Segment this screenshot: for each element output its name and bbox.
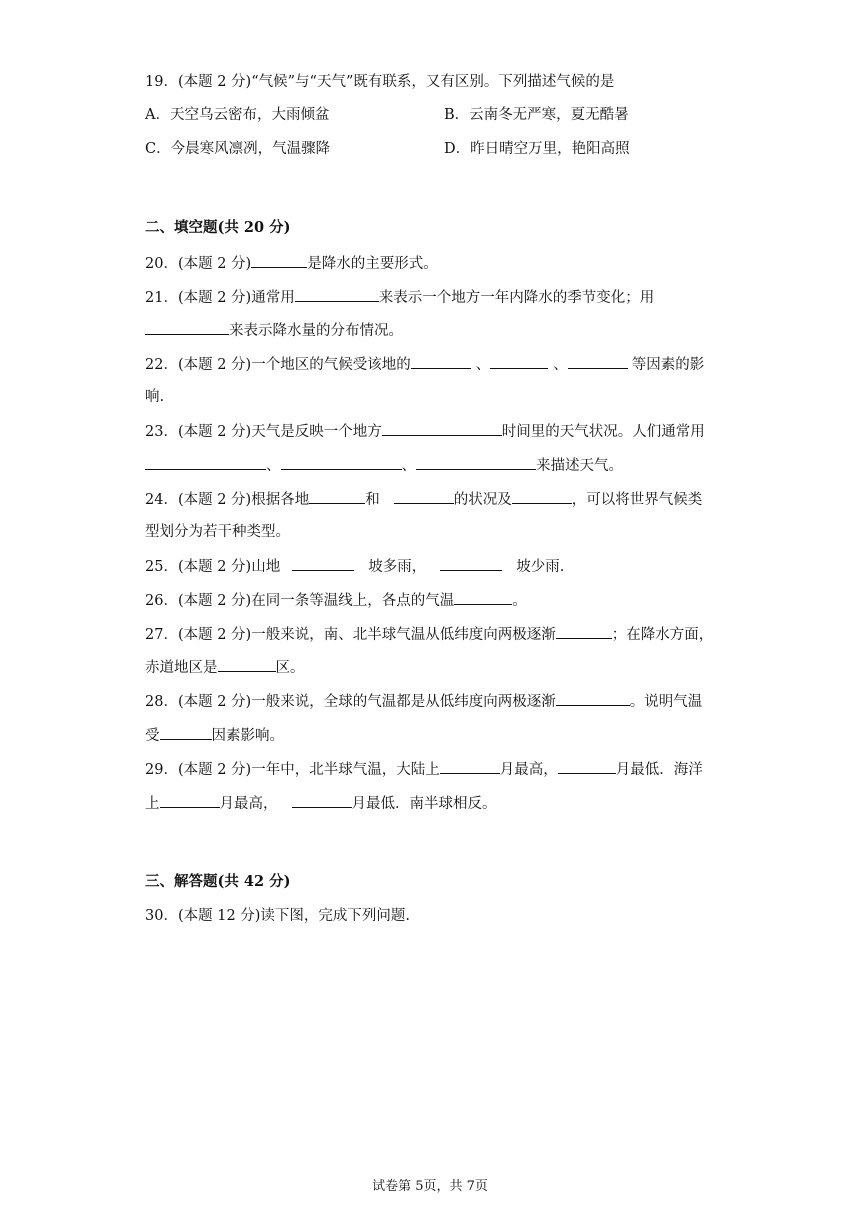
q27-text-c: 赤道地区是 (145, 660, 218, 676)
answer-blank (145, 320, 229, 335)
question-29-line-2 (145, 793, 497, 814)
question-22-line-1 (145, 354, 704, 375)
q29-text-b: 月最高， (499, 762, 558, 778)
question-27-line-1 (145, 624, 713, 645)
answer-blank (292, 793, 352, 808)
question-24-line-2: 型划分为若干种类型。 (145, 524, 290, 540)
answer-blank (218, 657, 276, 672)
q29-text-a: 29．(本题 2 分)一年中，北半球气温，大陆上 (145, 762, 440, 778)
question-29-line-1 (145, 759, 703, 780)
q22-sep-2: 、 (553, 357, 568, 373)
q29-text-e: 月最高， (219, 796, 278, 812)
section-3-title: 三、解答题(共 42 分) (145, 873, 291, 890)
q19-option-b: B．云南冬无严寒，夏无酷暑 (444, 107, 629, 123)
q22-text-a: 22．(本题 2 分)一个地区的气候受该地的 (145, 357, 411, 373)
q23-sep-2: 、 (401, 458, 416, 474)
q24-text-a: 24．(本题 2 分)根据各地 (145, 492, 310, 508)
question-21-line-2 (145, 320, 403, 341)
answer-blank (416, 455, 536, 470)
answer-blank (454, 590, 512, 605)
answer-blank (160, 725, 212, 740)
q25-text-a: 25．(本题 2 分)山地 (145, 559, 281, 575)
q24-text-c: ，可以将世界气候类 (571, 492, 703, 508)
question-27-line-2 (145, 657, 305, 678)
question-19-stem: 19．(本题 2 分)“气候”与“天气”既有联系，又有区别。下列描述气候的是 (145, 74, 615, 90)
answer-blank (558, 759, 616, 774)
answer-blank (556, 624, 612, 639)
q27-text-d: 区。 (275, 660, 305, 676)
question-28-line-2 (145, 725, 284, 746)
q29-text-f: 月最低．南半球相反。 (351, 796, 497, 812)
answer-blank (382, 421, 502, 436)
q23-sep-1: 、 (266, 458, 281, 474)
q21-text-b: 来表示一个地方一年内降水的季节变化；用 (378, 290, 655, 306)
section-2-title: 二、填空题(共 20 分) (145, 219, 291, 236)
answer-blank (440, 556, 502, 571)
question-23-line-2 (145, 455, 623, 476)
question-30: 30．(本题 12 分)读下图，完成下列问题. (145, 908, 411, 924)
answer-blank (251, 253, 307, 268)
q25-text-b: 坡多雨， (368, 559, 427, 575)
answer-blank (295, 287, 379, 302)
page-footer: 试卷第 5页，共 7页 (372, 1179, 488, 1194)
question-20 (145, 253, 438, 274)
answer-blank (145, 455, 266, 470)
question-22-line-2: 响. (145, 389, 165, 405)
q20-text-b: 是降水的主要形式。 (307, 256, 438, 272)
answer-blank (309, 489, 365, 504)
q19-option-d: D．昨日晴空万里，艳阳高照 (444, 141, 630, 157)
q24-text-b: 的状况及 (453, 492, 512, 508)
answer-blank (160, 793, 220, 808)
answer-blank (411, 354, 471, 369)
question-28-line-1 (145, 691, 702, 712)
q19-option-c: C．今晨寒风凛冽，气温骤降 (145, 141, 331, 157)
q21-text-c: 来表示降水量的分布情况。 (229, 323, 403, 339)
q21-text-a: 21．(本题 2 分)通常用 (145, 290, 295, 306)
q25-text-c: 坡少雨. (516, 559, 565, 575)
q28-text-d: 因素影响。 (211, 728, 284, 744)
q29-text-d: 上 (145, 796, 160, 812)
q20-text-a: 20．(本题 2 分) (145, 256, 252, 272)
answer-blank (281, 455, 402, 470)
question-24-line-1 (145, 489, 702, 510)
answer-blank (568, 354, 628, 369)
question-26 (145, 590, 527, 611)
question-21-line-1 (145, 287, 654, 308)
q22-text-b: 等因素的影 (631, 357, 705, 373)
answer-blank (394, 489, 454, 504)
answer-blank (292, 556, 354, 571)
q26-text-a: 26．(本题 2 分)在同一条等温线上，各点的气温 (145, 593, 455, 609)
q26-text-b: 。 (512, 593, 527, 609)
answer-blank (512, 489, 572, 504)
answer-blank (490, 354, 548, 369)
q29-text-c: 月最低．海洋 (615, 762, 703, 778)
answer-blank (556, 691, 630, 706)
q28-text-c: 受 (145, 728, 160, 744)
question-25 (145, 556, 564, 577)
q22-sep-1: 、 (475, 357, 491, 373)
q23-text-a: 23．(本题 2 分)天气是反映一个地方 (145, 424, 382, 440)
q23-text-b: 时间里的天气状况。人们通常用 (501, 424, 705, 440)
q24-sep-1: 和 (365, 492, 380, 508)
q23-text-c: 来描述天气。 (536, 458, 623, 474)
q27-text-b: ；在降水方面， (611, 627, 714, 643)
q28-text-a: 28．(本题 2 分)一般来说，全球的气温都是从低纬度向两极逐渐 (145, 694, 556, 710)
answer-blank (440, 759, 500, 774)
q27-text-a: 27．(本题 2 分)一般来说，南、北半球气温从低纬度向两极逐渐 (145, 627, 556, 643)
question-23-line-1 (145, 421, 705, 442)
q19-option-a: A．天空乌云密布，大雨倾盆 (145, 107, 330, 123)
q28-text-b: 。说明气温 (629, 694, 703, 710)
